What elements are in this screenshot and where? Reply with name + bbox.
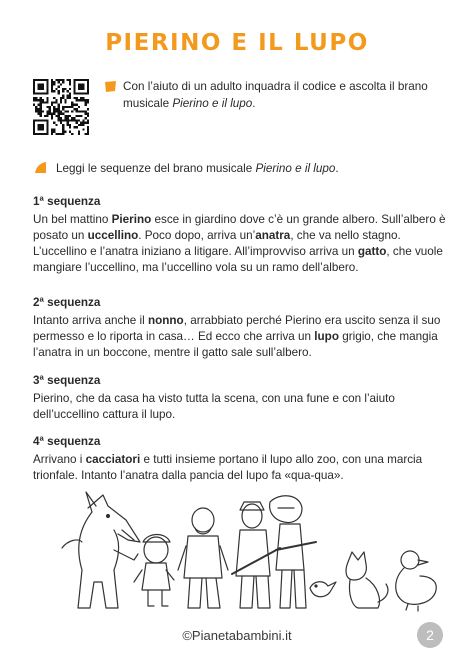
duck-drawing	[396, 551, 437, 611]
footer-site[interactable]: Pianetabambini.it	[191, 628, 292, 643]
keyword-cacciatori: cacciatori	[85, 453, 141, 466]
keyword-nonno: nonno	[148, 314, 184, 327]
seq-text-part: Un bel mattino	[33, 213, 112, 226]
sequence-4	[33, 434, 449, 484]
seq-text-part: Arrivano i	[33, 453, 86, 466]
qr-instruction-end: .	[252, 97, 256, 110]
keyword-gatto: gatto	[357, 245, 387, 258]
sequence-text	[33, 212, 449, 276]
seq-text-part: grigio, che mangia l’anatra in un boccone, mentre il gatto sale sull’albero.	[33, 330, 438, 359]
seq-text-part: . Poco dopo, arriva un’	[138, 229, 256, 242]
hunter-2-drawing	[270, 496, 316, 608]
keyword-anatra: anatra	[255, 229, 291, 242]
keyword-uccellino: uccellino	[87, 229, 139, 242]
qr-instruction	[123, 78, 443, 112]
keyword-lupo: lupo	[314, 330, 339, 343]
cat-drawing	[346, 552, 388, 608]
seq-text-part: , che va nello stagno. L’uccellino e l’anatra iniziano a litigare. All’improvviso arriva un	[33, 229, 401, 258]
page-number: 2	[417, 622, 443, 648]
seq-text-part: Pierino, che da casa ha visto tutta la scena, con una fune e con l’aiuto dell’uccellino cattura il lupo.	[33, 392, 395, 421]
seq-text-part: e tutti insieme portano il lupo allo zoo, con una marcia trionfale. Intanto l’anatra dalla pancia del lupo fa «qua-qua».	[33, 453, 423, 482]
sequence-heading: 4ª sequenza	[33, 435, 101, 448]
sequence-text	[33, 313, 449, 361]
sequence-3	[33, 373, 449, 423]
qr-instruction-title: Pierino e il lupo	[172, 97, 253, 110]
qr-code-icon[interactable]	[33, 79, 89, 135]
copyright-icon: ©	[182, 628, 192, 643]
sequence-heading: 3ª sequenza	[33, 374, 101, 387]
seq-text-part: , che vuole mangiare l’uccellino, ma l’uccellino vola su un ramo dell’albero.	[33, 245, 443, 274]
play-marker-icon	[104, 80, 117, 93]
sequence-heading: 2ª sequenza	[33, 296, 101, 309]
sequence-heading: 1ª sequenza	[33, 195, 101, 208]
boy-drawing	[134, 535, 174, 607]
sequence-text	[33, 452, 449, 484]
sequence-1	[33, 194, 449, 276]
seq-text-part: Intanto arriva anche il	[33, 314, 148, 327]
sequence-text	[33, 391, 449, 423]
footer	[0, 628, 474, 643]
task-instruction-text: Leggi le sequenze del brano musicale	[56, 162, 256, 175]
seq-text-part: , arrabbiato perché Pierino era uscito senza il suo permesso e lo riporta in casa… Ed ecco che arriva un	[33, 314, 441, 343]
characters-illustration	[48, 490, 448, 615]
bird-drawing	[310, 582, 336, 597]
task-instruction-end: .	[335, 162, 339, 175]
keyword-pierino: Pierino	[111, 213, 152, 226]
hunter-1-drawing	[232, 502, 280, 608]
wolf-drawing	[62, 492, 140, 608]
sequence-2	[33, 295, 449, 361]
seq-text-part: esce in giardino dove c’è un grande albero. Sull’albero è posato un	[33, 213, 446, 242]
grandfather-drawing	[178, 508, 228, 608]
page-title: PIERINO E IL LUPO	[105, 30, 369, 56]
pencil-marker-icon	[33, 161, 48, 175]
task-instruction	[56, 161, 456, 177]
qr-instruction-text: Con l’aiuto di un adulto inquadra il codice e ascolta il brano musicale	[123, 80, 428, 110]
task-instruction-title: Pierino e il lupo	[255, 162, 336, 175]
